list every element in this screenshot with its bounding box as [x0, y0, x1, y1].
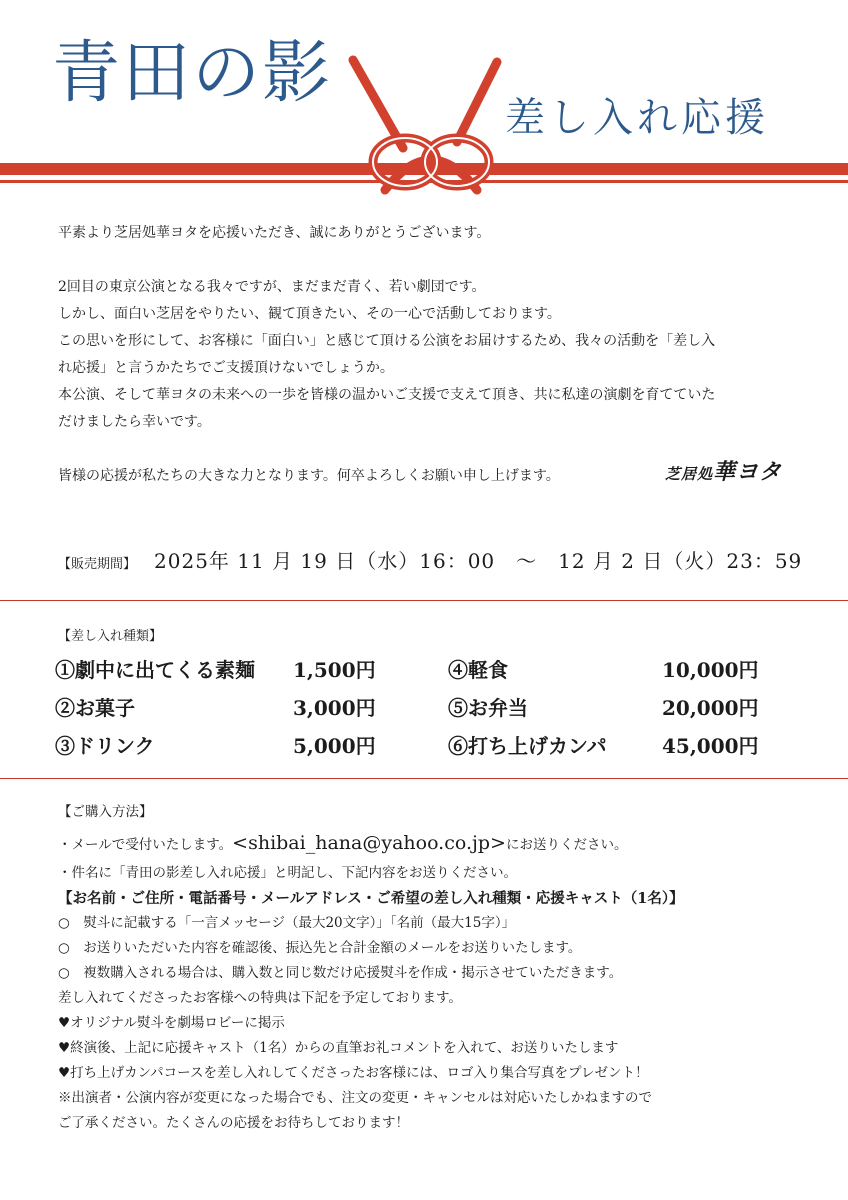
page-title: 青田の影 — [52, 34, 333, 113]
sale-period-label: 【販売期間】 — [58, 557, 137, 572]
intro-line: 本公演、そして華ヨタの未来への一歩を皆様の温かいご支援で支えて頂き、共に私達の演劇を育てていた — [58, 387, 716, 403]
troupe-signature — [665, 455, 782, 486]
type-name: ⑤お弁当 — [448, 696, 528, 720]
note-item: ○ 複数購入される場合は、購入数と同じ数だけ応援熨斗を作成・掲示させていただきます。 — [58, 965, 623, 981]
type-price: 3,000円 — [293, 696, 376, 720]
intro-greeting: 平素より芝居処華ヨタを応援いただき、誠にありがとうございます。 — [58, 225, 491, 241]
intro-text — [58, 220, 798, 490]
email-address[interactable]: <shibai_hana@yahoo.co.jp> — [232, 832, 506, 854]
intro-line: 2回目の東京公演となる我々ですが、まだまだ青く、若い劇団です。 — [58, 279, 486, 295]
type-name: ②お菓子 — [55, 696, 135, 720]
benefits-intro: 差し入れてくださったお客様への特典は下記を予定しております。 — [58, 990, 462, 1006]
benefit-item: ♥打ち上げカンパコースを差し入れしてくださったお客様には、ロゴ入り集合写真をプレゼント！ — [58, 1065, 649, 1081]
benefit-item: ♥オリジナル熨斗を劇場ロビーに掲示 — [58, 1015, 285, 1031]
sale-period-dates: 2025年 11 月 19 日（水）16：00 ～ 12 月 2 日（火）23：59 — [154, 549, 803, 573]
type-price: 10,000円 — [662, 658, 759, 682]
type-price: 5,000円 — [293, 734, 376, 758]
header — [0, 0, 848, 200]
type-price: 1,500円 — [293, 658, 376, 682]
signature-main: 華ヨタ — [713, 459, 783, 485]
type-name: ③ドリンク — [55, 734, 155, 758]
note-item: ○ お送りいただいた内容を確認後、振込先と合計金額のメールをお送りいたします。 — [58, 940, 582, 956]
closing-note: ご了承ください。たくさんの応援をお待ちしております！ — [58, 1115, 409, 1131]
sale-period — [58, 545, 802, 574]
type-name: ④軽食 — [448, 658, 508, 682]
type-price: 20,000円 — [662, 696, 759, 720]
intro-closing: 皆様の応援が私たちの大きな力となります。何卒よろしくお願い申し上げます。 — [58, 468, 560, 484]
section-divider — [0, 600, 848, 601]
subject-line: ・件名に「青田の影差し入れ応援」と明記し、下記内容をお送りください。 — [58, 865, 517, 881]
mail-prefix: ・メールで受付いたします。 — [58, 837, 233, 853]
intro-line: しかし、面白い芝居をやりたい、観て頂きたい、その一心で活動しております。 — [58, 306, 561, 322]
note-item: ○ 熨斗に記載する「一言メッセージ（最大20文字）」「名前（最大15字）」 — [58, 915, 516, 931]
purchase-label: 【ご購入方法】 — [58, 804, 153, 820]
types-label: 【差し入れ種類】 — [58, 629, 163, 644]
mail-line — [58, 831, 818, 858]
mizuhiki-knot-icon — [345, 50, 515, 200]
mail-suffix: にお送りください。 — [505, 837, 628, 853]
intro-line: だけましたら幸いです。 — [58, 414, 211, 430]
section-divider — [0, 778, 848, 779]
closing-note: ※出演者・公演内容が変更になった場合でも、注文の変更・キャンセルは対応いたしかねますので — [58, 1090, 652, 1106]
purchase-section — [58, 800, 818, 1136]
intro-line: れ応援」と言うかたちでご支援頂けないでしょうか。 — [58, 360, 394, 376]
required-fields: 【お名前・ご住所・電話番号・メールアドレス・ご希望の差し入れ種類・応援キャスト（1名）】 — [58, 890, 684, 907]
benefit-item: ♥終演後、上記に応援キャスト（1名）からの直筆お礼コメントを入れて、お送りいたします — [58, 1040, 619, 1056]
page-subtitle: 差し入れ応援 — [505, 95, 769, 141]
type-price: 45,000円 — [662, 734, 759, 758]
type-name: ⑥打ち上げカンパ — [448, 734, 607, 758]
type-name: ①劇中に出てくる素麺 — [55, 658, 255, 682]
signature-small: 芝居処 — [665, 465, 714, 483]
intro-line: この思いを形にして、お客様に「面白い」と感じて頂ける公演をお届けするため、我々の活動を「差し入 — [58, 333, 716, 349]
